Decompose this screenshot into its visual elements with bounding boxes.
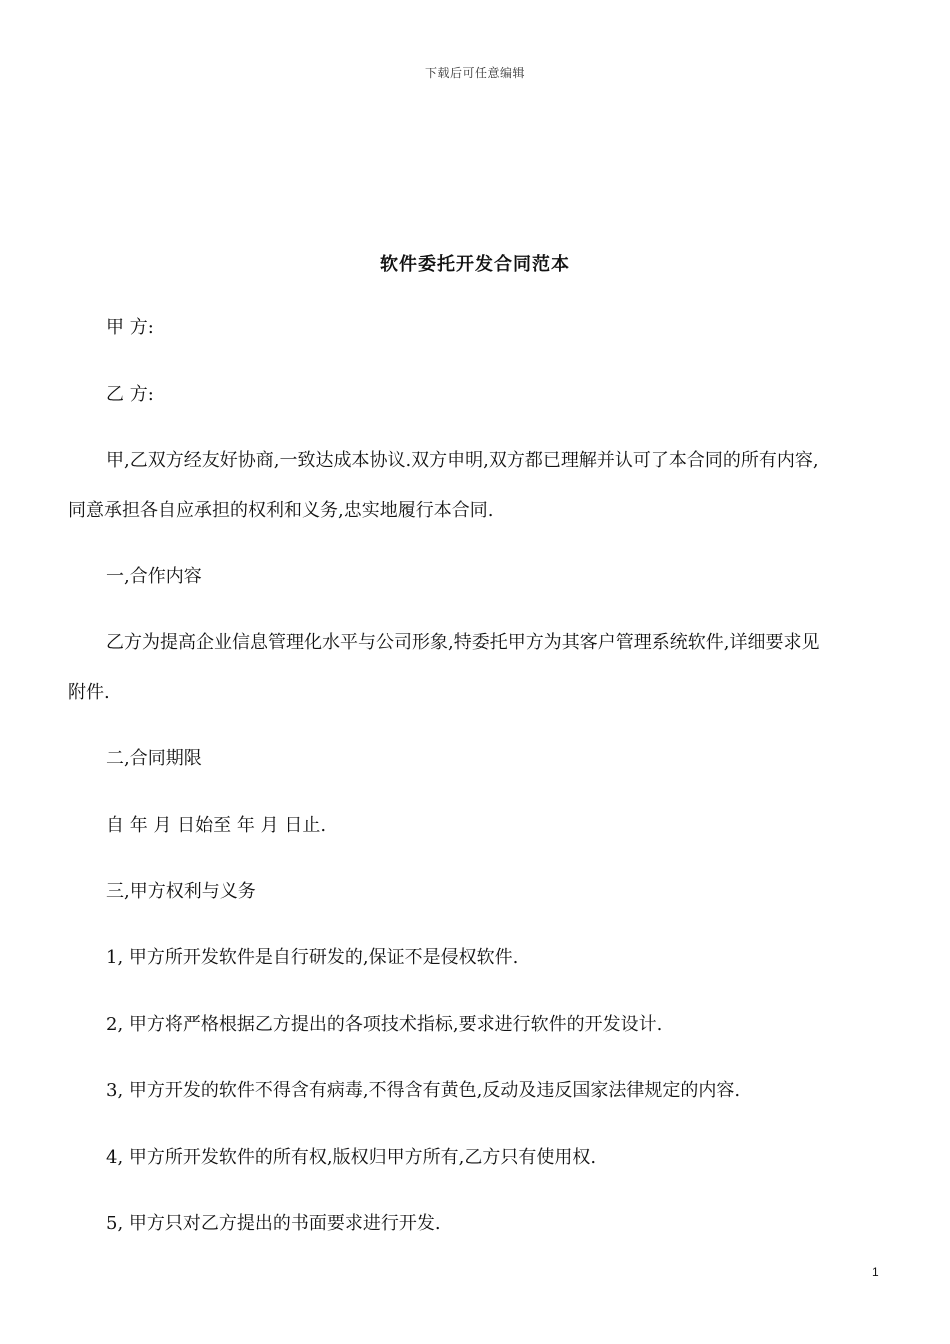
section-3-item: 5, 甲方只对乙方提出的书面要求进行开发.	[106, 1213, 441, 1234]
section-2-heading: 二,合同期限	[106, 748, 202, 769]
header-note: 下载后可任意编辑	[424, 66, 525, 80]
section-2-body: 自 年 月 日始至 年 月 日止.	[106, 815, 327, 836]
section-3-item: 3, 甲方开发的软件不得含有病毒,不得含有黄色,反动及违反国家法律规定的内容.	[106, 1080, 741, 1101]
section-1-line-1: 乙方为提高企业信息管理化水平与公司形象,特委托甲方为其客户管理系统软件,详细要求见	[106, 632, 820, 653]
section-1-heading: 一,合作内容	[106, 566, 202, 587]
section-3-item: 4, 甲方所开发软件的所有权,版权归甲方所有,乙方只有使用权.	[106, 1147, 597, 1168]
intro-line-2: 同意承担各自应承担的权利和义务,忠实地履行本合同.	[68, 500, 494, 521]
section-3-heading: 三,甲方权利与义务	[106, 881, 256, 902]
section-1-line-2: 附件.	[68, 682, 110, 703]
page-number: 1	[872, 1265, 879, 1279]
section-3-item: 1, 甲方所开发软件是自行研发的,保证不是侵权软件.	[106, 947, 519, 968]
party-a-label: 甲 方:	[106, 317, 154, 338]
document-title: 软件委托开发合同范本	[380, 254, 570, 275]
party-b-label: 乙 方:	[106, 384, 154, 405]
intro-line-1: 甲,乙双方经友好协商,一致达成本协议.双方申明,双方都已理解并认可了本合同的所有内容,	[106, 450, 819, 471]
section-3-item: 2, 甲方将严格根据乙方提出的各项技术指标,要求进行软件的开发设计.	[106, 1014, 663, 1035]
